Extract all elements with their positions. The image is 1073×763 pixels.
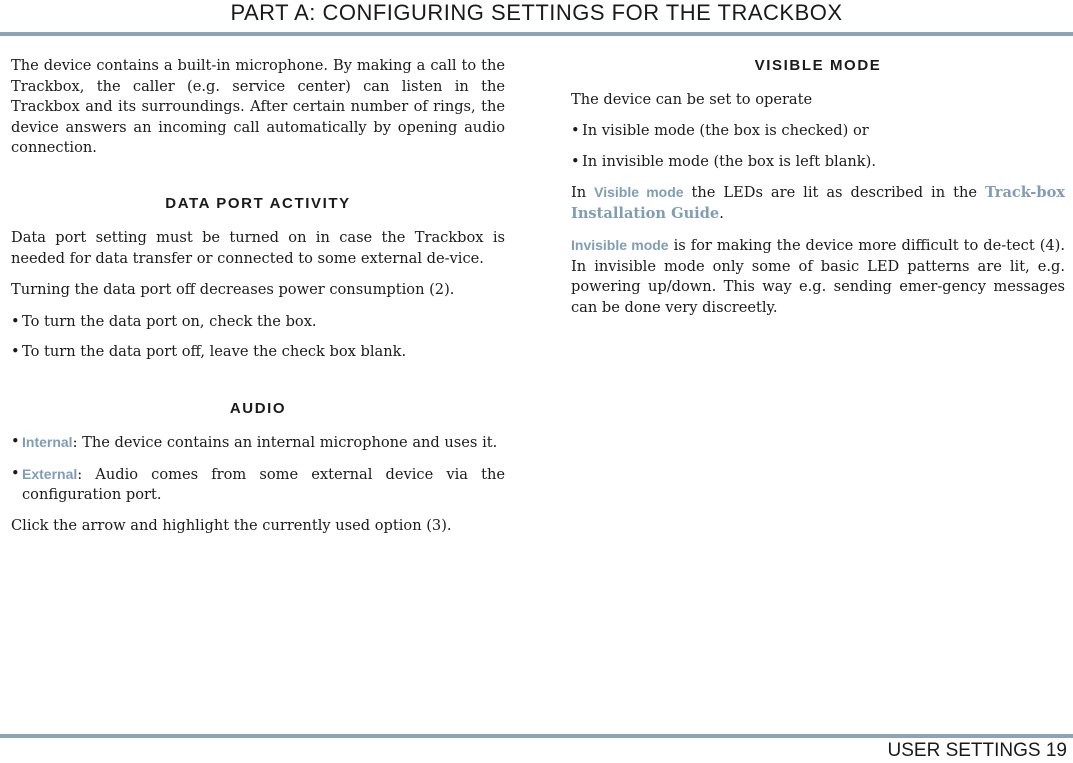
installation-guide-link[interactable]: Track-box Installation Guide	[571, 184, 1065, 222]
bullet-icon: •	[571, 152, 580, 170]
data-port-paragraph-2: Turning the data port off decreases power consumption (2).	[11, 281, 455, 298]
list-item: • To turn the data port on, check the box.	[11, 312, 505, 333]
bullet-icon: •	[11, 343, 20, 360]
data-port-heading: DATA PORT ACTIVITY	[165, 194, 351, 212]
intro-paragraph: The device contains a built-in microphone. By making a call to the Trackbox, the caller (e.g. service center) can listen in the Trackbox and its surroundings. After certain number of rings, the device answers an incoming call automatically by opening audio connection.	[11, 57, 505, 156]
list-item: • In invisible mode (the box is left blank).	[571, 152, 1065, 173]
page-footer: USER SETTINGS 19	[887, 740, 1067, 761]
visible-mode-paragraph: In Visible mode the LEDs are lit as described in the Track-box Installation Guide.	[571, 184, 1065, 222]
list-item: • In visible mode (the box is checked) or	[571, 121, 1065, 142]
audio-external-item: • External: Audio comes from some external device via the configuration port.	[11, 464, 505, 506]
list-item: • To turn the data port off, leave the check box blank.	[11, 342, 505, 363]
audio-internal-item: • Internal: The device contains an internal microphone and uses it.	[11, 432, 505, 454]
bullet-icon: •	[11, 464, 20, 482]
external-term: External	[22, 465, 78, 482]
visible-mode-intro: The device can be set to operate	[571, 90, 813, 108]
bullet-icon: •	[571, 122, 580, 139]
visible-mode-heading: VISIBLE MODE	[754, 57, 882, 74]
invisible-mode-paragraph: Invisible mode is for making the device more difficult to de-tect (4). In invisible mode only some of basic LED patterns are lit, e.g. powering up/down. This way e.g. sending emer-gency messages can be done very discreetly.	[571, 237, 1066, 316]
header-rule	[0, 32, 1073, 36]
right-column	[571, 56, 1065, 329]
audio-heading: AUDIO	[229, 399, 287, 417]
audio-closing: Click the arrow and highlight the currently used option (3).	[11, 516, 452, 534]
left-column	[11, 56, 505, 547]
footer-rule	[0, 734, 1073, 738]
page-title: PART A: CONFIGURING SETTINGS FOR THE TRACKBOX	[230, 0, 843, 25]
visible-mode-term: Visible mode	[594, 184, 684, 200]
invisible-mode-term: Invisible mode	[571, 237, 669, 253]
bullet-icon: •	[11, 433, 20, 450]
data-port-paragraph-1: Data port setting must be turned on in case the Trackbox is needed for data transfer or connected to some external de-vice.	[11, 229, 505, 267]
bullet-icon: •	[11, 312, 20, 330]
internal-term: Internal	[22, 434, 73, 450]
